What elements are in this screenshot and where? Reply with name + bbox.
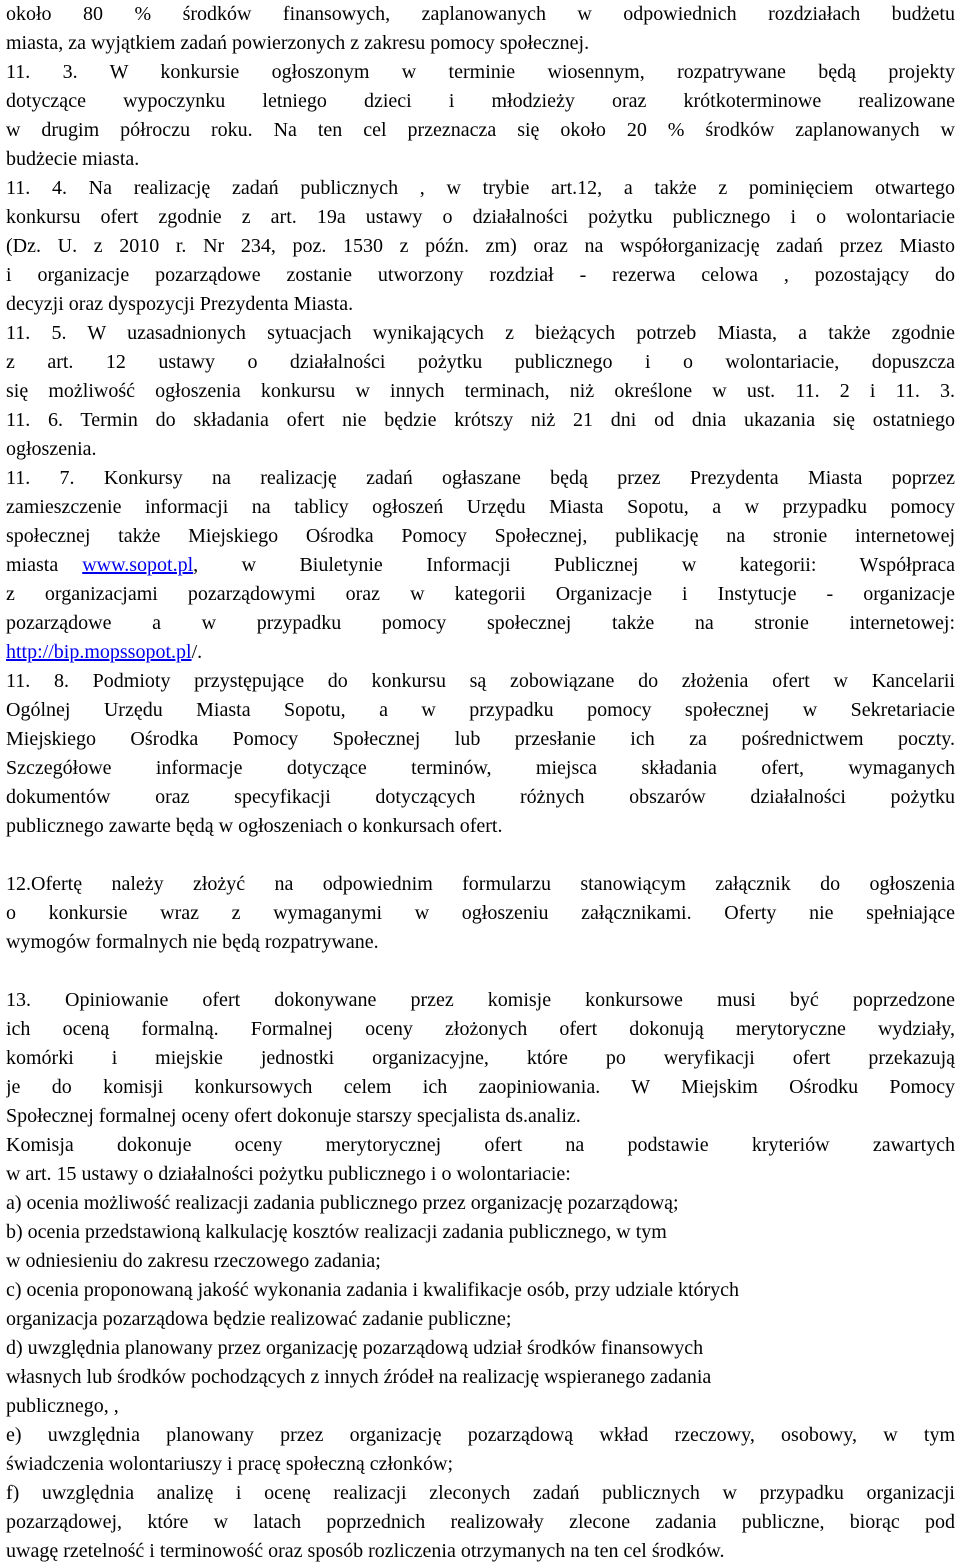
- text-line: dotyczące wypoczynku letniego dzieci i młodzieży oraz krótkoterminowe realizowane: [6, 90, 955, 112]
- sopot-link[interactable]: www.sopot.pl: [82, 554, 194, 576]
- text-line: Miejskiego Ośrodka Pomocy Społecznej lub przesłanie ich za pośrednictwem poczty.: [6, 728, 955, 750]
- text-line: wymogów formalnych nie będą rozpatrywane.: [6, 931, 379, 953]
- text-line: około 80 % środków finansowych, zaplanowanych w odpowiednich rozdziałach budżetu: [6, 3, 955, 25]
- text-line: organizacja pozarządowa będzie realizować zadanie publiczne;: [6, 1308, 512, 1330]
- text-line: w art. 15 ustawy o działalności pożytku publicznego i o wolontariacie:: [6, 1163, 571, 1185]
- text-line: społecznej także Miejskiego Ośrodka Pomocy Społecznej, publikację na stronie internetowej: [6, 525, 955, 547]
- text-fragment: /.: [191, 641, 203, 663]
- text-line: konkursu ofert zgodnie z art. 19a ustawy o działalności pożytku publicznego i o wolontariacie: [6, 206, 955, 228]
- text-line: decyzji oraz dyspozycji Prezydenta Miasta.: [6, 293, 354, 315]
- text-line: uwagę rzetelność i terminowość oraz sposób rozliczenia otrzymanych na ten cel środków.: [6, 1540, 725, 1562]
- text-line: ich oceną formalną. Formalnej oceny złożonych ofert dokonują merytoryczne wydziały,: [6, 1018, 955, 1040]
- text-line: c) ocenia proponowaną jakość wykonania zadania i kwalifikacje osób, przy udziale których: [6, 1279, 740, 1301]
- text-line: (Dz. U. z 2010 r. Nr 234, poz. 1530 z późn. zm) oraz na współorganizację zadań przez Miasto: [6, 235, 955, 257]
- text-line: 13. Opiniowanie ofert dokonywane przez komisje konkursowe musi być poprzedzone: [6, 989, 955, 1011]
- text-fragment: miasta: [6, 554, 59, 576]
- text-line: publicznego, ,: [6, 1395, 119, 1417]
- text-line: Komisja dokonuje oceny merytorycznej ofert na podstawie kryteriów zawartych: [6, 1134, 955, 1156]
- text-line: e) uwzględnia planowany przez organizację pozarządową wkład rzeczowy, osobowy, w tym: [6, 1424, 955, 1446]
- text-line: się możliwość ogłoszenia konkursu w innych terminach, niż określone w ust. 11. 2 i 11. 3.: [6, 380, 955, 402]
- text-line: komórki i miejskie jednostki organizacyjne, które po weryfikacji ofert przekazują: [6, 1047, 955, 1069]
- text-line: Ogólnej Urzędu Miasta Sopotu, a w przypadku pomocy społecznej w Sekretariacie: [6, 699, 955, 721]
- text-line: z organizacjami pozarządowymi oraz w kategorii Organizacje i Instytucje - organizacje: [6, 583, 955, 605]
- text-line: 12.Ofertę należy złożyć na odpowiednim formularzu stanowiącym załącznik do ogłoszenia: [6, 873, 955, 895]
- text-line: własnych lub środków pochodzących z innych źródeł na realizację wspieranego zadania: [6, 1366, 712, 1388]
- bip-link[interactable]: http://bip.mopssopot.pl: [6, 641, 192, 663]
- text-line: 11. 3. W konkursie ogłoszonym w terminie wiosennym, rozpatrywane będą projekty: [6, 61, 955, 83]
- text-line: 11. 8. Podmioty przystępujące do konkursu są zobowiązane do złożenia ofert w Kancelarii: [6, 670, 955, 692]
- text-line: publicznego zawarte będą w ogłoszeniach o konkursach ofert.: [6, 815, 503, 837]
- text-line: miasta, za wyjątkiem zadań powierzonych z zakresu pomocy społecznej.: [6, 32, 590, 54]
- text-line: ogłoszenia.: [6, 438, 97, 460]
- text-line: Szczegółowe informacje dotyczące terminów, miejsca składania ofert, wymaganych: [6, 757, 955, 779]
- text-line: budżecie miasta.: [6, 148, 140, 170]
- text-fragment: , w Biuletynie Informacji Publicznej w kategorii: Współpraca: [193, 554, 955, 576]
- text-line: dokumentów oraz specyfikacji dotyczących różnych obszarów działalności pożytku: [6, 786, 955, 808]
- paragraph-gap: [6, 957, 955, 986]
- text-line: i organizacje pozarządowe zostanie utworzony rozdział - rezerwa celowa , pozostający do: [6, 264, 955, 286]
- text-line: w drugim półroczu roku. Na ten cel przeznacza się około 20 % środków zaplanowanych w: [6, 119, 955, 141]
- text-line: 11. 4. Na realizację zadań publicznych , w trybie art.12, a także z pominięciem otwartego: [6, 177, 955, 199]
- text-line: a) ocenia możliwość realizacji zadania publicznego przez organizację pozarządową;: [6, 1192, 679, 1214]
- text-line: świadczenia wolontariuszy i pracę społeczną członków;: [6, 1453, 454, 1475]
- text-line: [6, 638, 955, 667]
- text-line: z art. 12 ustawy o działalności pożytku publicznego i o wolontariacie, dopuszcza: [6, 351, 955, 373]
- text-line: pozarządowe a w przypadku pomocy społecznej także na stronie internetowej:: [6, 612, 955, 634]
- text-line: [6, 551, 955, 580]
- text-line: b) ocenia przedstawioną kalkulację kosztów realizacji zadania publicznego, w tym: [6, 1221, 667, 1243]
- paragraph-gap: [6, 841, 955, 870]
- text-line: 11. 5. W uzasadnionych sytuacjach wynikających z bieżących potrzeb Miasta, a także zgodnie: [6, 322, 955, 344]
- text-line: f) uwzględnia analizę i ocenę realizacji zleconych zadań publicznych w przypadku organizacji: [6, 1482, 955, 1504]
- text-line: 11. 6. Termin do składania ofert nie będzie krótszy niż 21 dni od dnia ukazania się ostatniego: [6, 409, 955, 431]
- text-line: je do komisji konkursowych celem ich zaopiniowania. W Miejskim Ośrodku Pomocy: [6, 1076, 955, 1098]
- text-line: 11. 7. Konkursy na realizację zadań ogłaszane będą przez Prezydenta Miasta poprzez: [6, 467, 955, 489]
- text-line: w odniesieniu do zakresu rzeczowego zadania;: [6, 1250, 381, 1272]
- text-line: o konkursie wraz z wymaganymi w ogłoszeniu załącznikami. Oferty nie spełniające: [6, 902, 955, 924]
- text-line: d) uwzględnia planowany przez organizację pozarządową udział środków finansowych: [6, 1337, 704, 1359]
- text-line: zamieszczenie informacji na tablicy ogłoszeń Urzędu Miasta Sopotu, a w przypadku pomocy: [6, 496, 955, 518]
- text-line: pozarządowej, które w latach poprzednich realizowały zlecone zadania publiczne, biorąc pod: [6, 1511, 955, 1533]
- text-line: Społecznej formalnej oceny ofert dokonuje starszy specjalista ds.analiz.: [6, 1105, 581, 1127]
